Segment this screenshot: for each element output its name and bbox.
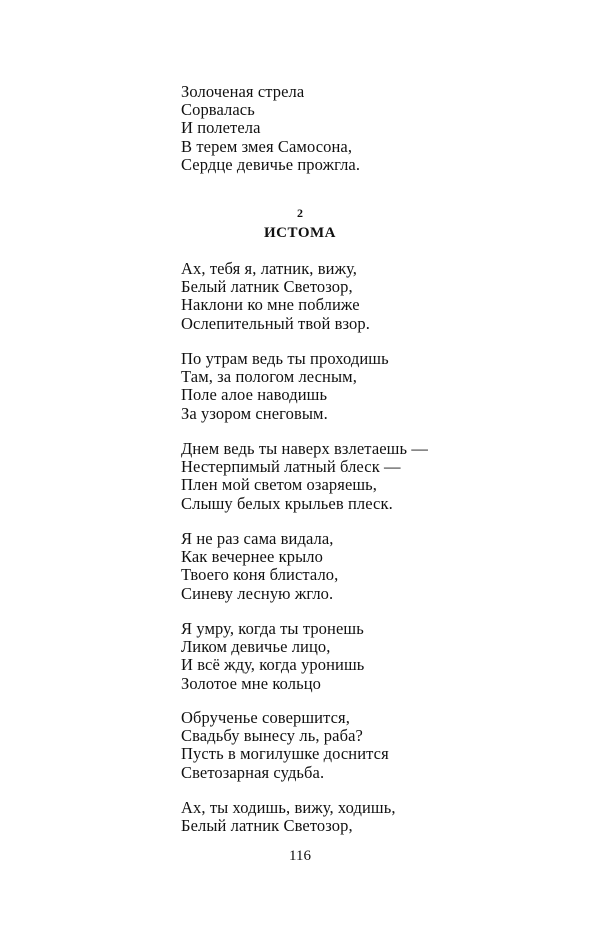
- poem-line: Белый латник Светозор,: [181, 277, 353, 297]
- poem-line: Наклони ко мне поближе: [181, 295, 360, 315]
- stanza-7: [181, 799, 396, 835]
- stanza-4: [181, 530, 338, 603]
- poem-line: За узором снеговым.: [181, 403, 328, 423]
- poem-line: Как вечернее крыло: [181, 547, 323, 567]
- poem-line: Сорвалась: [181, 100, 255, 120]
- poem-line: Слышу белых крыльев плеск.: [181, 493, 393, 513]
- stanza-1: [181, 260, 370, 333]
- poem-line: Свадьбу вынесу ль, раба?: [181, 726, 363, 746]
- poem-line: Сердце девичье прожгла.: [181, 154, 361, 174]
- poem-line: Золотое мне кольцо: [181, 673, 322, 693]
- section-number: 2: [297, 206, 303, 220]
- poem-line: Там, за пологом лесным,: [181, 367, 357, 387]
- stanza-5: [181, 620, 364, 693]
- poem-line: Золоченая стрела: [181, 82, 305, 101]
- poem-line: Нестерпимый латный блеск —: [181, 457, 401, 477]
- poem-line: Ослепительный твой взор.: [181, 313, 370, 333]
- poem-line: Ах, тебя я, латник, вижу,: [181, 259, 357, 278]
- poem-title: ИСТОМА: [264, 225, 336, 241]
- stanza-6: [181, 709, 389, 782]
- poem-line: Я умру, когда ты тронешь: [181, 619, 364, 638]
- poem-line: В терем змея Самосона,: [181, 136, 353, 156]
- poem-line: По утрам ведь ты проходишь: [181, 349, 389, 368]
- stanza-3: [181, 440, 428, 513]
- page-number: 116: [289, 848, 311, 864]
- stanza-2: [181, 350, 389, 423]
- poem-line: Пусть в могилушке доснится: [181, 744, 389, 764]
- poem-line: И всё жду, когда уронишь: [181, 655, 365, 675]
- poem-line: Светозарная судьба.: [181, 762, 325, 782]
- poem-line: Плен мой светом озаряешь,: [181, 475, 378, 495]
- poem-line: Я не раз сама видала,: [181, 529, 334, 548]
- poem-line: Поле алое наводишь: [181, 385, 328, 405]
- poem-line: Днем ведь ты наверх взлетаешь —: [181, 439, 428, 458]
- poem-line: Ах, ты ходишь, вижу, ходишь,: [181, 798, 396, 817]
- poem-line: Твоего коня блистало,: [181, 565, 339, 585]
- intro-stanza: [181, 83, 360, 174]
- poem-line: И полетела: [181, 118, 261, 138]
- poem-line: Белый латник Светозор,: [181, 816, 353, 836]
- poem-line: Синеву лесную жгло.: [181, 583, 334, 603]
- poem-line: Ликом девичье лицо,: [181, 637, 331, 657]
- poem-line: Обрученье совершится,: [181, 708, 350, 727]
